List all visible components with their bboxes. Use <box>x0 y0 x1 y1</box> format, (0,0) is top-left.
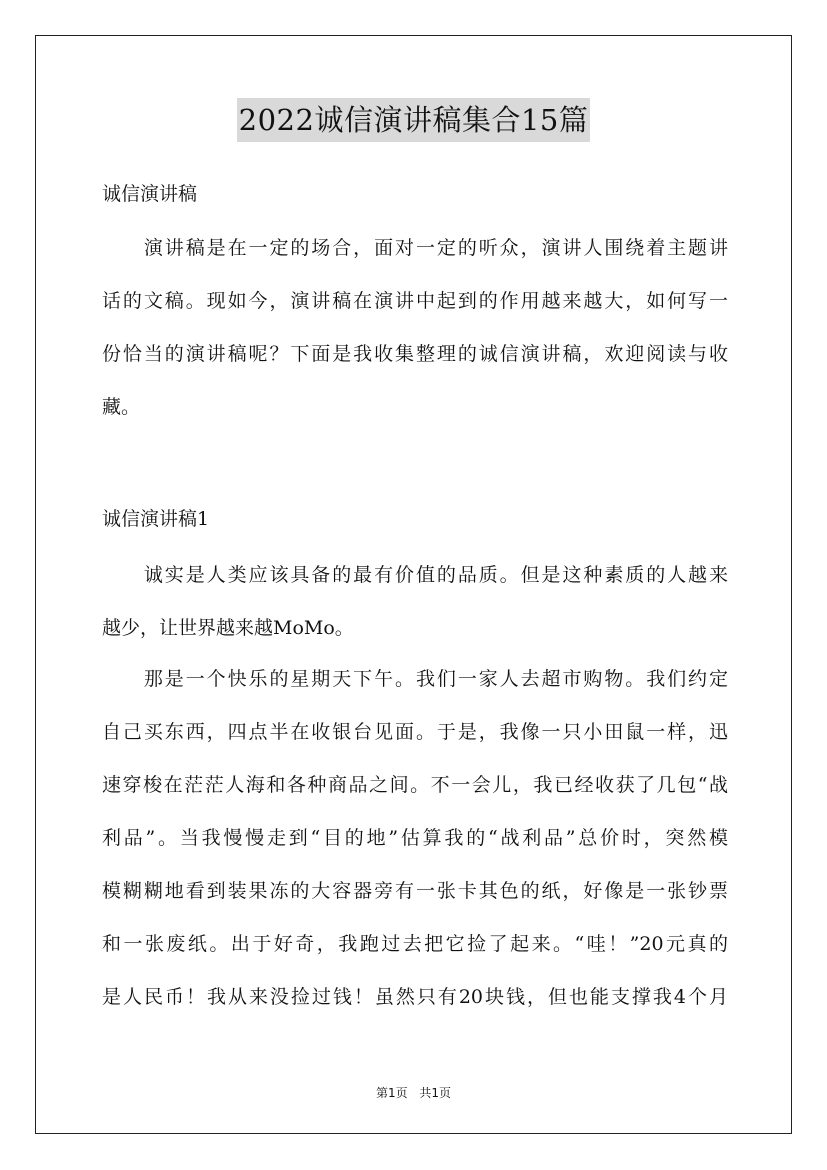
paragraph-line: 是人民币！我从来没捡过钱！虽然只有20块钱，但也能支撑我4个月 <box>102 986 728 1008</box>
page-total: 共1页 <box>419 1086 452 1100</box>
paragraph-line: 和一张废纸。出于好奇，我跑过去把它捡了起来。“哇！”20元真的 <box>102 933 728 955</box>
document-title: 2022诚信演讲稿集合15篇 <box>237 98 591 142</box>
page-number: 第1页 <box>375 1086 408 1100</box>
intro-heading: 诚信演讲稿 <box>102 183 198 205</box>
paragraph-line: 速穿梭在茫茫人海和各种商品之间。不一会儿，我已经收获了几包“战 <box>102 774 728 796</box>
paragraph-line: 模糊糊地看到装果冻的大容器旁有一张卡其色的纸，好像是一张钞票 <box>102 880 728 902</box>
paragraph-line: 那是一个快乐的星期天下午。我们一家人去超市购物。我们约定 <box>102 668 728 690</box>
title-wrap <box>0 98 827 142</box>
paragraph-line: 诚实是人类应该具备的最有价值的品质。但是这种素质的人越来 <box>102 564 728 586</box>
paragraph-line: 话的文稿。现如今，演讲稿在演讲中起到的作用越来越大，如何写一 <box>102 290 728 312</box>
paragraph-line: 份恰当的演讲稿呢？下面是我收集整理的诚信演讲稿，欢迎阅读与收 <box>102 343 728 365</box>
intro-paragraph <box>102 234 728 446</box>
section1-heading: 诚信演讲稿1 <box>102 508 210 530</box>
section1-paragraph-1 <box>102 561 728 667</box>
paragraph-line: 演讲稿是在一定的场合，面对一定的听众，演讲人围绕着主题讲 <box>102 237 728 259</box>
page-footer <box>0 1084 827 1101</box>
paragraph-line: 利品”。当我慢慢走到“目的地”估算我的“战利品”总价时，突然模 <box>102 827 728 849</box>
paragraph-line: 自己买东西，四点半在收银台见面。于是，我像一只小田鼠一样，迅 <box>102 721 728 743</box>
paragraph-line: 越少，让世界越来越MoMo。 <box>102 617 354 639</box>
paragraph-line: 藏。 <box>102 396 141 418</box>
section1-paragraph-2 <box>102 665 728 1036</box>
